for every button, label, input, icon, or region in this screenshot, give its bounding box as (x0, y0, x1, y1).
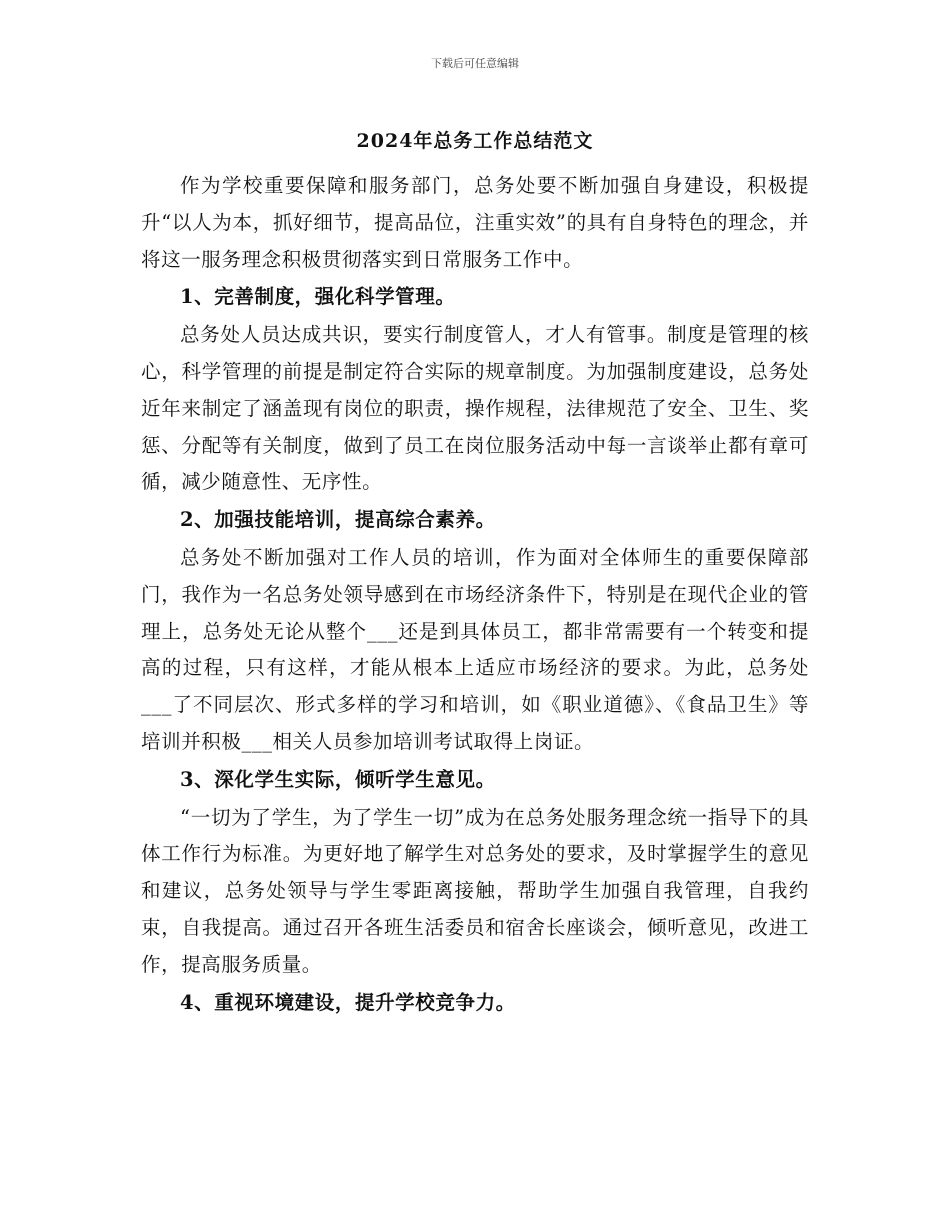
body-paragraph: 作为学校重要保障和服务部门，总务处要不断加强自身建设，积极提升“以人为本，抓好细节，提高品位，注重实效”的具有自身特色的理念，并将这一服务理念积极贯彻落实到日常服务工作中。 (141, 174, 809, 271)
body-paragraph: 总务处人员达成共识，要实行制度管人，才人有管事。制度是管理的核心，科学管理的前提是制定符合实际的规章制度。为加强制度建设，总务处近年来制定了涵盖现有岗位的职责，操作规程，法律规范了安全、卫生、奖惩、分配等有关制度，做到了员工在岗位服务活动中每一言谈举止都有章可循，减少随意性、无序性。 (141, 323, 809, 494)
section-heading: 4、重视环境建设，提升学校竞争力。 (180, 990, 516, 1014)
body-paragraph: “一切为了学生，为了学生一切”成为在总务处服务理念统一指导下的具体工作行为标准。为更好地了解学生对总务处的要求，及时掌握学生的意见和建议，总务处领导与学生零距离接触，帮助学生加强自我管理，自我约束，自我提高。通过召开各班生活委员和宿舍长座谈会，倾听意见，改进工作，提高服务质量。 (141, 805, 809, 976)
section-heading: 2、加强技能培训，提高综合素养。 (180, 508, 496, 532)
body-paragraph: 总务处不断加强对工作人员的培训，作为面对全体师生的重要保障部门，我作为一名总务处领导感到在市场经济条件下，特别是在现代企业的管理上，总务处无论从整个___还是到具体员工，都非常需要有一个转变和提高的过程，只有这样，才能从根本上适应市场经济的要求。为此，总务处___了不同层次、形式多样的学习和培训，如《职业道德》、《食品卫生》等培训并积极___相关人员参加培训考试取得上岗证。 (141, 545, 809, 753)
section-heading: 3、深化学生实际，倾听学生意见。 (180, 767, 496, 791)
section-heading: 1、完善制度，强化科学管理。 (180, 285, 456, 309)
document-title: 2024年总务工作总结范文 (356, 130, 594, 152)
header-note: 下载后可任意编辑 (431, 57, 519, 70)
document-body (141, 168, 809, 1022)
